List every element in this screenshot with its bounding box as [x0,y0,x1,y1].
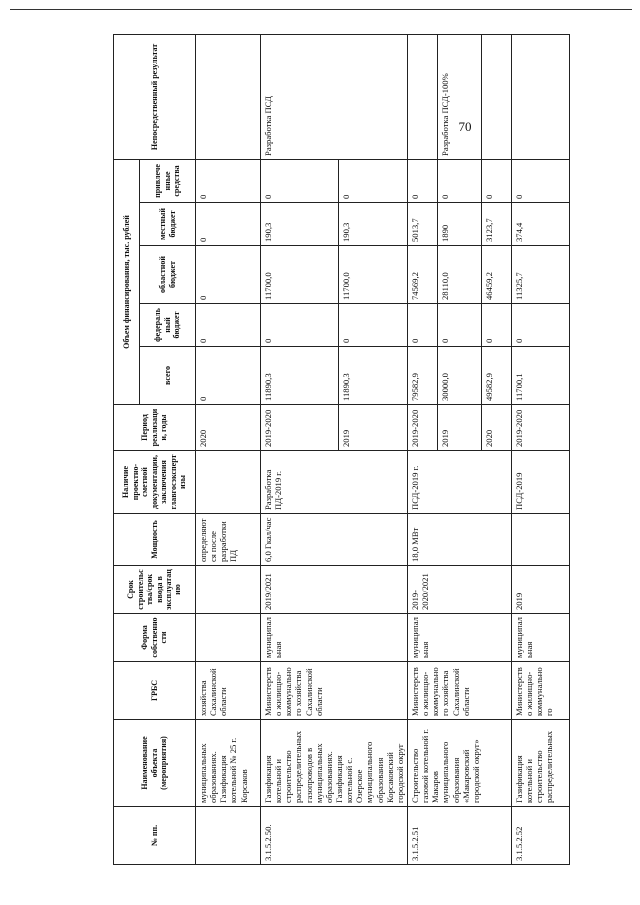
cell-local: 5013,7 [407,203,437,246]
cell-local: 3123,7 [481,203,511,246]
cell-psd [196,451,261,514]
header-period: Период реализации, годы [114,405,196,451]
rotated-page [113,35,555,865]
cell-local: 190,3 [338,203,407,246]
cell-name: Газификация котельной и строительство распределительных [511,720,569,807]
cell-period: 2020 [481,405,511,451]
cell-period: 2019-2020 [261,405,339,451]
cell-grbs: хозяйства Сахалинской области [196,662,261,720]
cell-name: Газификация котельной и строительство распределительных газопроводов в муниципальных образованиях. Газификация котельной с. Озерское муниципального образования Корсаковский городской округ [261,720,408,807]
cell-result [196,34,261,159]
header-term: Срок строительства/срок ввода в эксплуатацию [114,566,196,614]
cell-result [407,34,437,159]
cell-psd: ПСД-2019 г. [407,451,511,514]
cell-term: 2019 [511,566,569,614]
cell-ownership [196,614,261,662]
header-result: Непосредственный результат [114,34,196,159]
cell-num: 3.1.5.2.50. [261,807,408,865]
cell-period: 2019-2020 [407,405,437,451]
cell-psd: ПСД-2019 [511,451,569,514]
page-number: 70 [458,119,472,134]
header-local: местный бюджет [140,203,196,246]
cell-local: 0 [196,203,261,246]
cell-period: 2020 [196,405,261,451]
cell-name: Строительство газовой котельной г. Макаров муниципального образования «Макаровский городской округ» [407,720,511,807]
cell-total: 49582,9 [481,347,511,405]
header-federal: федеральный бюджет [140,304,196,347]
cell-period: 2019 [437,405,481,451]
cell-attracted: 0 [196,159,261,202]
cell-total: 79582,9 [407,347,437,405]
header-attracted: привлеченные средства [140,159,196,202]
cell-grbs: Министерство жилищно-коммунального хозяйства Сахалинской области [261,662,408,720]
cell-ownership: муниципальная [511,614,569,662]
cell-capacity: 6,0 Гкал/час [261,514,408,566]
cell-attracted: 0 [338,159,407,202]
cell-federal: 0 [261,304,339,347]
cell-period: 2019 [338,405,407,451]
cell-total: 11700,1 [511,347,569,405]
cell-regional: 74569,2 [407,246,437,304]
cell-attracted: 0 [261,159,339,202]
cell-regional: 46459,2 [481,246,511,304]
cell-ownership: муниципальная [261,614,408,662]
header-grbs: ГРБС [114,662,196,720]
cell-period: 2019-2020 [511,405,569,451]
cell-local: 374,4 [511,203,569,246]
cell-result: Разработка ПСД [261,34,408,159]
header-capacity: Мощность [114,514,196,566]
cell-regional: 28110,0 [437,246,481,304]
cell-term: 2019/2021 [261,566,408,614]
cell-grbs: Министерство жилищно-коммунального [511,662,569,720]
table-row [196,34,261,864]
cell-term: 2019-2020/2021 [407,566,511,614]
cell-attracted: 0 [437,159,481,202]
cell-num [196,807,261,865]
cell-federal: 0 [481,304,511,347]
cell-psd: Разработка ПД-2019 г. [261,451,408,514]
cell-local: 1890 [437,203,481,246]
header-regional: областной бюджет [140,246,196,304]
cell-capacity [511,514,569,566]
cell-attracted: 0 [481,159,511,202]
cell-regional: 11700,0 [261,246,339,304]
cell-term [196,566,261,614]
cell-local: 190,3 [261,203,339,246]
cell-attracted: 0 [407,159,437,202]
cell-federal: 0 [407,304,437,347]
table-header-row [114,34,140,864]
cell-capacity: определяются после разработки ПД [196,514,261,566]
cell-attracted: 0 [511,159,569,202]
cell-num: 3.1.5.2.51 [407,807,511,865]
cell-federal: 0 [511,304,569,347]
cell-capacity: 18,0 МВт [407,514,511,566]
cell-total: 11890,3 [261,347,339,405]
cell-federal: 0 [338,304,407,347]
cell-ownership: муниципальная [407,614,511,662]
cell-regional: 11325,7 [511,246,569,304]
table-row [407,34,437,864]
header-funding: Объем финансирования, тыс. рублей [114,159,140,404]
table-row [261,34,339,864]
cell-total: 11890,3 [338,347,407,405]
header-num: № пп. [114,807,196,865]
header-ownership: Форма собственности [114,614,196,662]
table-row [511,34,569,864]
cell-result: Разработка ПСД-100% [437,34,481,159]
cell-total: 30000,0 [437,347,481,405]
document-sheet [113,35,555,865]
cell-federal: 0 [437,304,481,347]
cell-num: 3.1.5.2.52 [511,807,569,865]
header-psd: Наличие проектно-сметной документации, заключения главгосэкспертизы [114,451,196,514]
cell-total: 0 [196,347,261,405]
top-rule [10,9,632,10]
cell-result [511,34,569,159]
cell-regional: 11700,0 [338,246,407,304]
header-total: всего [140,347,196,405]
cell-name: муниципальных образованиях. Газификация котельной № 25 г. Корсаков [196,720,261,807]
cell-regional: 0 [196,246,261,304]
cell-grbs: Министерство жилищно-коммунального хозяйства Сахалинской области [407,662,511,720]
header-name: Наименование объекта (мероприятия) [114,720,196,807]
cell-result [481,34,511,159]
cell-federal: 0 [196,304,261,347]
funding-table [113,34,570,865]
